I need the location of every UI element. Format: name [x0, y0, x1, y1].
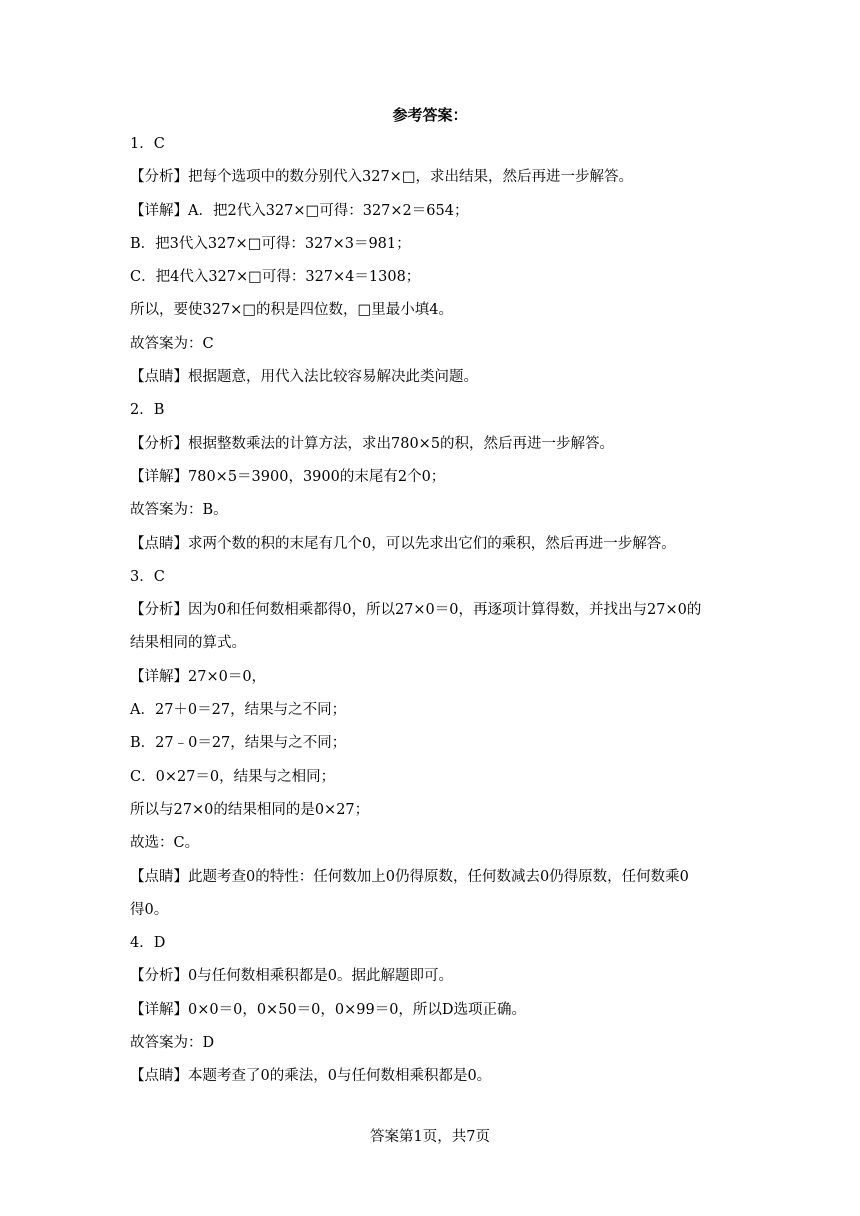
question-4-analysis: 【分析】0与任何数相乘积都是0。据此解题即可。 [130, 968, 453, 985]
page-title: 参考答案： [392, 106, 468, 124]
question-2-analysis: 【分析】根据整数乘法的计算方法，求出780×5的积，然后再进一步解答。 [130, 435, 615, 452]
question-3-final-answer: 故选：C。 [130, 835, 200, 852]
question-1-conclusion: 所以，要使327×□的积是四位数，□里最小填4。 [130, 302, 453, 319]
answer-content [130, 133, 740, 1099]
question-4-answer: 4．D [130, 935, 166, 952]
question-1-analysis: 【分析】把每个选项中的数分别代入327×□，求出结果，然后再进一步解答。 [130, 169, 634, 186]
question-3-comment-continued: 得0。 [130, 901, 169, 918]
question-2-answer: 2．B [130, 402, 165, 419]
question-1-answer: 1．C [130, 136, 165, 152]
question-2-final-answer: 故答案为：B。 [130, 502, 228, 519]
question-1-detail-c: C．把4代入327×□可得：327×4＝1308； [130, 269, 421, 286]
question-2-detail: 【详解】780×5＝3900，3900的末尾有2个0； [130, 468, 446, 485]
question-2-comment: 【点睛】求两个数的积的末尾有几个0，可以先求出它们的乘积，然后再进一步解答。 [130, 535, 676, 552]
question-1-detail-b: B．把3代入327×□可得：327×3＝981； [130, 235, 411, 252]
question-4-detail: 【详解】0×0＝0，0×50＝0，0×99＝0，所以D选项正确。 [130, 1001, 527, 1018]
question-3-detail: 【详解】27×0＝0， [130, 668, 267, 685]
page-footer: 答案第1页，共7页 [370, 1129, 490, 1145]
question-3-detail-b: B．27﹣0＝27，结果与之不同； [130, 735, 347, 752]
question-1-comment: 【点睛】根据题意，用代入法比较容易解决此类问题。 [130, 369, 478, 386]
question-3-analysis-continued: 结果相同的算式。 [130, 635, 246, 652]
question-1-detail: 【详解】A．把2代入327×□可得：327×2＝654； [130, 202, 469, 219]
question-3-analysis: 【分析】因为0和任何数相乘都得0，所以27×0＝0，再逐项计算得数，并找出与27×0的 [130, 602, 702, 619]
question-1-final-answer: 故答案为：C [130, 335, 214, 352]
question-3-detail-c: C．0×27＝0，结果与之相同； [130, 768, 336, 785]
question-4-comment: 【点睛】本题考查了0的乘法，0与任何数相乘积都是0。 [130, 1068, 492, 1085]
question-3-comment: 【点睛】此题考查0的特性：任何数加上0仍得原数，任何数减去0仍得原数，任何数乘0 [130, 868, 689, 885]
question-3-answer: 3．C [130, 568, 165, 585]
question-3-conclusion: 所以与27×0的结果相同的是0×27； [130, 801, 370, 818]
question-3-detail-a: A．27＋0＝27，结果与之不同； [130, 702, 347, 719]
question-4-final-answer: 故答案为：D [130, 1035, 215, 1052]
